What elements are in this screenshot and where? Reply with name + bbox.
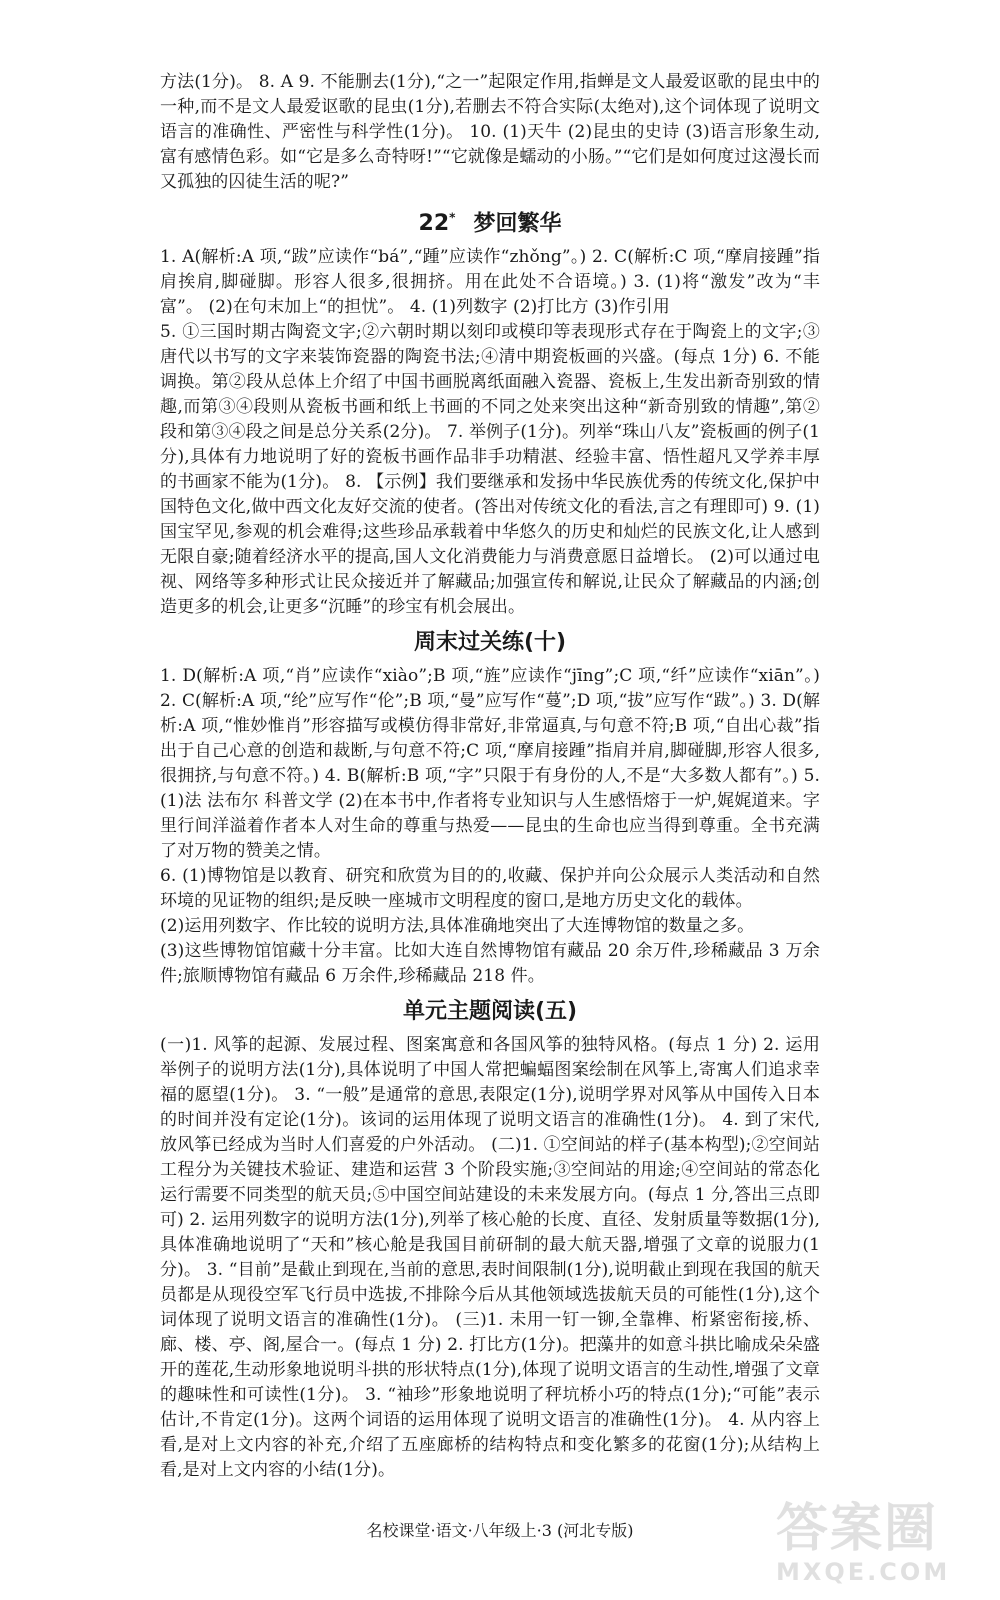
section-number: 22*	[418, 211, 456, 237]
section2-paragraph-3: (2)运用列数字、作比较的说明方法,具体准确地突出了大连博物馆的数量之多。	[160, 916, 755, 937]
section1-paragraph-2: 5. ①三国时期古陶瓷文字;②六朝时期以刻印或模印等表现形式存在于陶瓷上的文字;③唐代以书写的文字来装饰瓷器的陶瓷书法;④清中期瓷板画的兴盛。(每点 1分) 6. 不能调换。第②段从总体上介绍了中国书画脱离纸面融入瓷器、瓷板上,生发出新奇别致的情趣,而第③④段则从瓷板书画和纸上书画的不同之处来突出这种“新奇别致的情趣”,第②段和第③④段之间是总分关系(2分)。 7. 举例子(1分)。列举“珠山八友”瓷板画的例子(1分),具体有力地说明了好的瓷板书画作品非手功精湛、经验丰富、悟性超凡又学养丰厚的书画家不能为(1分)。 8. 【示例】我们要继承和发扬中华民族优秀的传统文化,保护中国特色文化,做中西文化友好交流的使者。(答出对传统文化的看法,言之有理即可) 9. (1)国宝罕见,参观的机会难得;这些珍品承载着中华悠久的历史和灿烂的民族文化,让人感到无限自豪;随着经济水平的提高,国人文化消费能力与消费意愿日益增长。 (2)可以通过电视、网络等多种形式让民众接近并了解藏品;加强宣传和解说,让民众了解藏品的内涵;创造更多的机会,让更多“沉睡”的珍宝有机会展出。	[160, 322, 820, 618]
section-title-22	[160, 203, 820, 239]
watermark-bottom-text: MXQE.COM	[776, 1558, 951, 1586]
section2-paragraph-2: 6. (1)博物馆是以教育、研究和欣赏为目的的,收藏、保护并向公众展示人类活动和自然环境的见证物的组织;是反映一座城市文明程度的窗口,是地方历史文化的载体。	[160, 866, 820, 912]
section-heading: 梦回繁华	[473, 211, 562, 237]
section1-paragraph-1: 1. A(解析:A 项,“跋”应读作“bá”,“踵”应读作“zhǒng”。) 2. C(解析:C 项,“摩肩接踵”指肩挨肩,脚碰脚。形容人很多,很拥挤。用在此处不合语境。) 3. (1)将“激发”改为“丰富”。 (2)在句末加上“的担忧”。 4. (1)列数字 (2)打比方 (3)作引用	[160, 247, 820, 318]
answer-page	[160, 70, 820, 1483]
page-footer: 名校课堂·语文·八年级上·3 (河北专版)	[366, 1521, 634, 1540]
section-title-weekend: 周末过关练(十)	[413, 630, 567, 656]
watermark-logo	[776, 1500, 986, 1592]
section-title-unit-reading: 单元主题阅读(五)	[402, 999, 578, 1025]
section3-paragraph-1: (一)1. 风筝的起源、发展过程、图案寓意和各国风筝的独特风格。(每点 1 分) 2. 运用举例子的说明方法(1分),具体说明了中国人常把蝙蝠图案绘制在风筝上,寄寓人们追求幸福的愿望(1分)。 3. “一般”是通常的意思,表限定(1分),说明学界对风筝从中国传入日本的时间并没有定论(1分)。该词的运用体现了说明文语言的准确性(1分)。 4. 到了宋代,放风筝已经成为当时人们喜爱的户外活动。 (二)1. ①空间站的样子(基本构型);②空间站工程分为关键技术验证、建造和运营 3 个阶段实施;③空间站的用途;④空间站的常态化运行需要不同类型的航天员;⑤中国空间站建设的未来发展方向。(每点 1 分,答出三点即可) 2. 运用列数字的说明方法(1分),列举了核心舱的长度、直径、发射质量等数据(1分),具体准确地说明了“天和”核心舱是我国目前研制的最大航天器,增强了文章的说服力(1分)。 3. “目前”是截止到现在,当前的意思,表时间限制(1分),说明截止到现在我国的航天员都是从现役空军飞行员中选拔,不排除今后从其他领域选拔航天员的可能性(1分),这个词体现了说明文语言的准确性(1分)。 (三)1. 未用一钉一铆,全靠榫、桁紧密衔接,桥、廊、楼、亭、阁,屋合一。(每点 1 分) 2. 打比方(1分)。把藻井的如意斗拱比喻成朵朵盛开的莲花,生动形象地说明斗拱的形状特点(1分),体现了说明文语言的生动性,增强了文章的趣味性和可读性(1分)。 3. “袖珍”形象地说明了秤坑桥小巧的特点(1分);“可能”表示估计,不肯定(1分)。这两个词语的运用体现了说明文语言的准确性(1分)。 4. 从内容上看,是对上文内容的补充,介绍了五座廊桥的结构特点和变化繁多的花窗(1分);从结构上看,是对上文内容的小结(1分)。	[160, 1035, 820, 1481]
section2-paragraph-4: (3)这些博物馆馆藏十分丰富。比如大连自然博物馆有藏品 20 余万件,珍稀藏品 3 万余件;旅顺博物馆有藏品 6 万余件,珍稀藏品 218 件。	[160, 941, 820, 987]
intro-paragraph: 方法(1分)。 8. A 9. 不能删去(1分),“之一”起限定作用,指蝉是文人最爱讴歌的昆虫中的一种,而不是文人最爱讴歌的昆虫(1分),若删去不符合实际(太绝对),这个词体现了说明文语言的准确性、严密性与科学性(1分)。 10. (1)天牛 (2)昆虫的史诗 (3)语言形象生动,富有感情色彩。如“它是多么奇特呀!”“它就像是蠕动的小肠。”“它们是如何度过这漫长而又孤独的囚徒生活的呢?”	[160, 72, 820, 192]
section2-paragraph-1: 1. D(解析:A 项,“肖”应读作“xiào”;B 项,“旌”应读作“jīng”;C 项,“纤”应读作“xiān”。) 2. C(解析:A 项,“纶”应写作“伦”;B 项,“曼”应写作“蔓”;D 项,“拔”应写作“跋”。) 3. D(解析:A 项,“惟妙惟肖”形容描写或模仿得非常好,非常逼真,与句意不符;B 项,“自出心裁”指出于自己心意的创造和裁断,与句意不符;C 项,“摩肩接踵”指肩并肩,脚碰脚,形容人很多,很拥挤,与句意不符。) 4. B(解析:B 项,“字”只限于有身份的人,不是“大多数人都有”。) 5. (1)法 法布尔 科普文学 (2)在本书中,作者将专业知识与人生感悟熔于一炉,娓娓道来。字里行间洋溢着作者本人对生命的尊重与热爱——昆虫的生命也应当得到尊重。全书充满了对万物的赞美之情。	[160, 666, 820, 862]
watermark-top-text: 答案圈	[776, 1499, 939, 1559]
